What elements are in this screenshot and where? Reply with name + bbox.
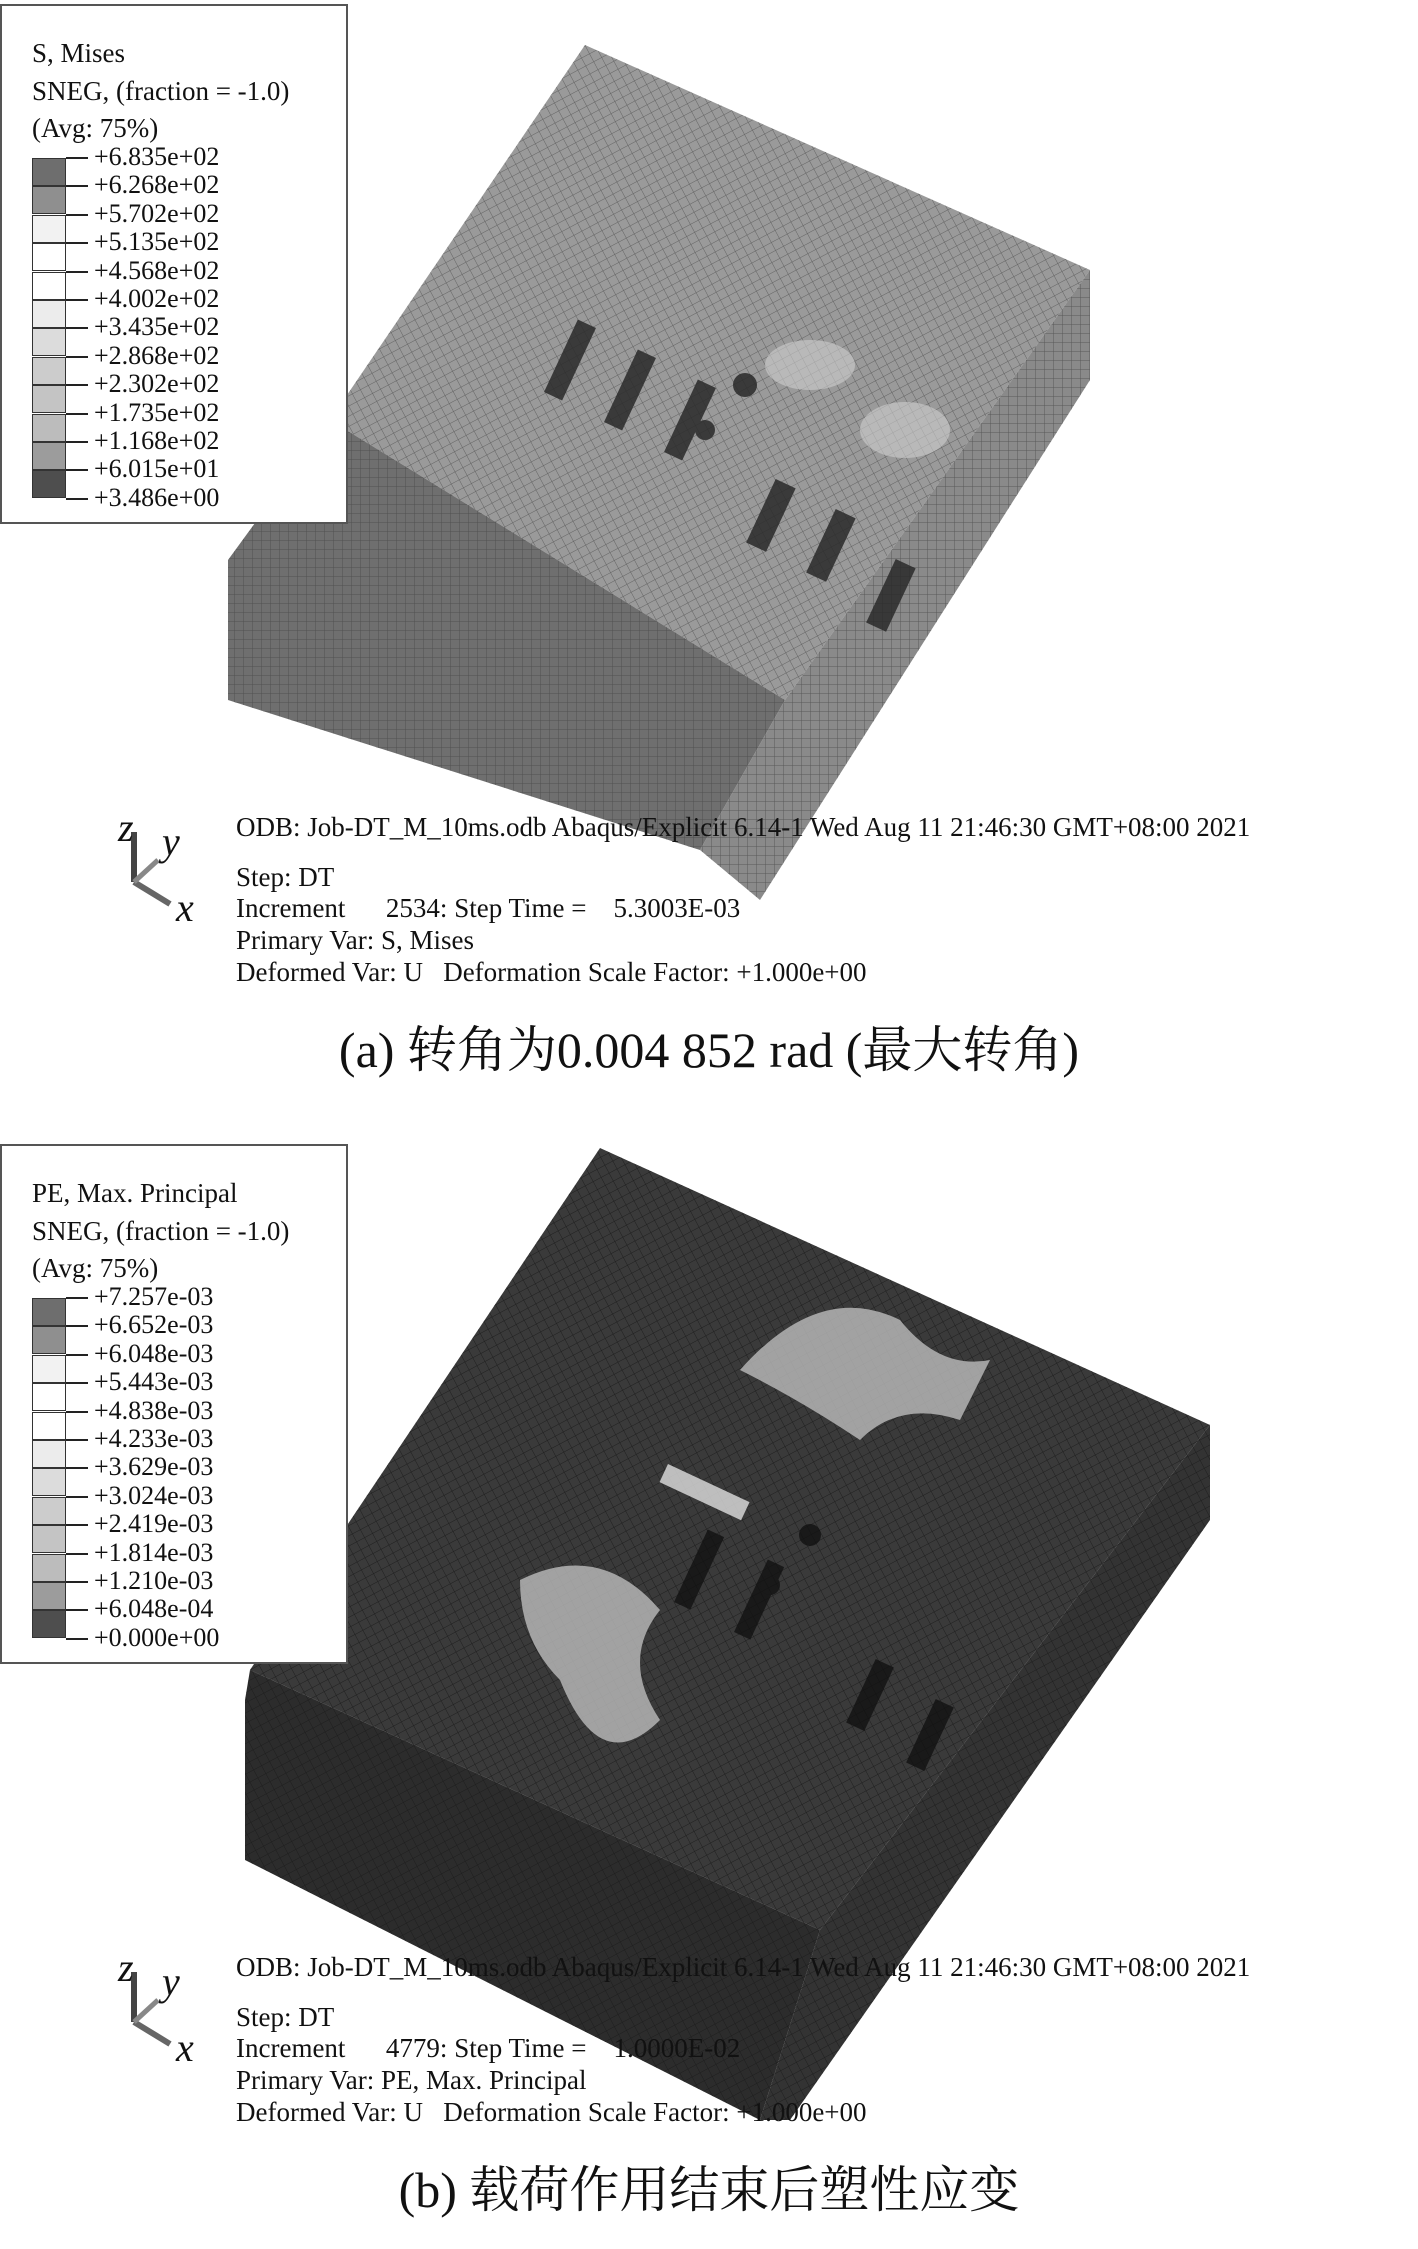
- legend-tick: [66, 299, 88, 301]
- legend-swatch: [32, 1326, 66, 1354]
- legend-tick: [66, 1496, 88, 1498]
- legend-swatch: [32, 1525, 66, 1553]
- legend-swatch: [32, 158, 66, 186]
- legend-avg: (Avg: 75%): [32, 113, 159, 143]
- legend-value: +4.233e-03: [94, 1424, 214, 1453]
- legend-tick: [66, 1354, 88, 1356]
- legend-value: +5.135e+02: [94, 227, 220, 257]
- legend-value: +3.629e-03: [94, 1452, 214, 1482]
- axis-label-z: z: [118, 1945, 134, 1990]
- legend-swatch: [32, 300, 66, 328]
- legend-tick: [66, 413, 88, 415]
- legend-swatch: [32, 1554, 66, 1582]
- legend-tick: [66, 185, 88, 187]
- legend-tick: [66, 214, 88, 216]
- primary-var-info: Primary Var: S, Mises: [236, 925, 475, 955]
- axis-label-z: z: [118, 805, 134, 850]
- axis-triad-a: [110, 805, 220, 932]
- axis-label-y: y: [162, 819, 180, 864]
- legend-tick: [66, 157, 88, 159]
- legend-swatch: [32, 1497, 66, 1525]
- legend-tick: [66, 498, 88, 500]
- legend-swatch: [32, 1383, 66, 1411]
- axis-label-x: x: [176, 2025, 194, 2070]
- legend-swatch: [32, 357, 66, 385]
- legend-tick: [66, 1382, 88, 1384]
- legend-subtitle: SNEG, (fraction = -1.0): [32, 1216, 290, 1246]
- legend-swatch: [32, 272, 66, 300]
- legend-value: +6.268e+02: [94, 170, 220, 200]
- legend-tick: [66, 441, 88, 443]
- legend-value: +5.443e-03: [94, 1367, 214, 1397]
- legend-tick: [66, 1439, 88, 1441]
- legend-title: S, Mises: [32, 38, 126, 68]
- step-info: Step: DT: [236, 862, 335, 892]
- legend-tick: [66, 469, 88, 471]
- legend-avg: (Avg: 75%): [32, 1253, 159, 1283]
- legend-value: +0.000e+00: [94, 1622, 220, 1652]
- legend-value: +7.257e-03: [94, 1282, 214, 1311]
- legend-value: +1.814e-03: [94, 1537, 214, 1567]
- legend-swatch: [32, 1610, 66, 1638]
- primary-var-info: Primary Var: PE, Max. Principal: [236, 2065, 587, 2095]
- axis-label-x: x: [176, 885, 194, 930]
- panel-a-von-mises: [0, 0, 1418, 1109]
- legend-title: PE, Max. Principal: [32, 1178, 238, 1208]
- legend-swatch: [32, 470, 66, 498]
- legend-value: +6.048e-03: [94, 1338, 214, 1368]
- deformed-var-info: Deformed Var: U Deformation Scale Factor: +1.000e+00: [236, 2097, 867, 2127]
- legend-tick: [66, 1325, 88, 1327]
- legend-value: +4.568e+02: [94, 255, 220, 285]
- legend-value: +5.702e+02: [94, 198, 220, 228]
- legend-tick: [66, 1297, 88, 1299]
- legend-tick: [66, 1467, 88, 1469]
- legend-swatch: [32, 442, 66, 470]
- deformed-var-info: Deformed Var: U Deformation Scale Factor: +1.000e+00: [236, 957, 867, 987]
- legend-value: +3.435e+02: [94, 312, 220, 342]
- legend-tick: [66, 1581, 88, 1583]
- legend-tick: [66, 1553, 88, 1555]
- legend-value: +1.168e+02: [94, 426, 220, 455]
- legend-tick: [66, 1638, 88, 1640]
- legend-swatch: [32, 243, 66, 271]
- legend-value: +1.210e-03: [94, 1566, 214, 1595]
- legend-value: +6.652e-03: [94, 1310, 214, 1340]
- legend-swatch: [32, 414, 66, 442]
- contour-legend-a: [0, 4, 348, 524]
- legend-swatch: [32, 215, 66, 243]
- legend-tick: [66, 356, 88, 358]
- legend-value: +6.015e+01: [94, 454, 220, 484]
- caption-b: (b) 载荷作用结束后塑性应变: [398, 2162, 1020, 2218]
- odb-info: ODB: Job-DT_M_10ms.odb Abaqus/Explicit 6.14-1 Wed Aug 11 21:46:30 GMT+08:00 2021: [236, 1952, 1251, 1982]
- contour-legend-b: [0, 1144, 348, 1664]
- legend-value: +6.048e-04: [94, 1594, 214, 1624]
- legend-value: +2.419e-03: [94, 1509, 214, 1539]
- legend-tick: [66, 384, 88, 386]
- axis-label-y: y: [162, 1959, 180, 2004]
- legend-swatch: [32, 328, 66, 356]
- odb-info: ODB: Job-DT_M_10ms.odb Abaqus/Explicit 6.14-1 Wed Aug 11 21:46:30 GMT+08:00 2021: [236, 812, 1251, 842]
- increment-info: Increment 4779: Step Time = 1.0000E-02: [236, 2033, 741, 2063]
- legend-subtitle: SNEG, (fraction = -1.0): [32, 76, 290, 106]
- step-info: Step: DT: [236, 2002, 335, 2032]
- legend-value: +2.868e+02: [94, 340, 220, 370]
- legend-swatch: [32, 1582, 66, 1610]
- caption-a: (a) 转角为0.004 852 rad (最大转角): [338, 1022, 1080, 1078]
- panel-b-plastic-strain: [0, 1140, 1418, 2249]
- legend-tick: [66, 327, 88, 329]
- legend-swatch: [32, 385, 66, 413]
- legend-value: +2.302e+02: [94, 369, 220, 399]
- increment-info: Increment 2534: Step Time = 5.3003E-03: [236, 893, 741, 923]
- legend-tick: [66, 271, 88, 273]
- legend-tick: [66, 1411, 88, 1413]
- legend-swatch: [32, 1440, 66, 1468]
- legend-value: +3.486e+00: [94, 482, 220, 512]
- legend-swatch: [32, 1468, 66, 1496]
- legend-swatch: [32, 1355, 66, 1383]
- legend-tick: [66, 242, 88, 244]
- legend-tick: [66, 1609, 88, 1611]
- legend-value: +1.735e+02: [94, 397, 220, 427]
- legend-value: +3.024e-03: [94, 1480, 214, 1510]
- legend-value: +4.002e+02: [94, 284, 220, 313]
- legend-swatch: [32, 1412, 66, 1440]
- legend-swatch: [32, 186, 66, 214]
- legend-swatch: [32, 1298, 66, 1326]
- legend-value: +4.838e-03: [94, 1395, 214, 1425]
- axis-triad-b: [110, 1945, 220, 2072]
- legend-tick: [66, 1524, 88, 1526]
- legend-value: +6.835e+02: [94, 142, 220, 171]
